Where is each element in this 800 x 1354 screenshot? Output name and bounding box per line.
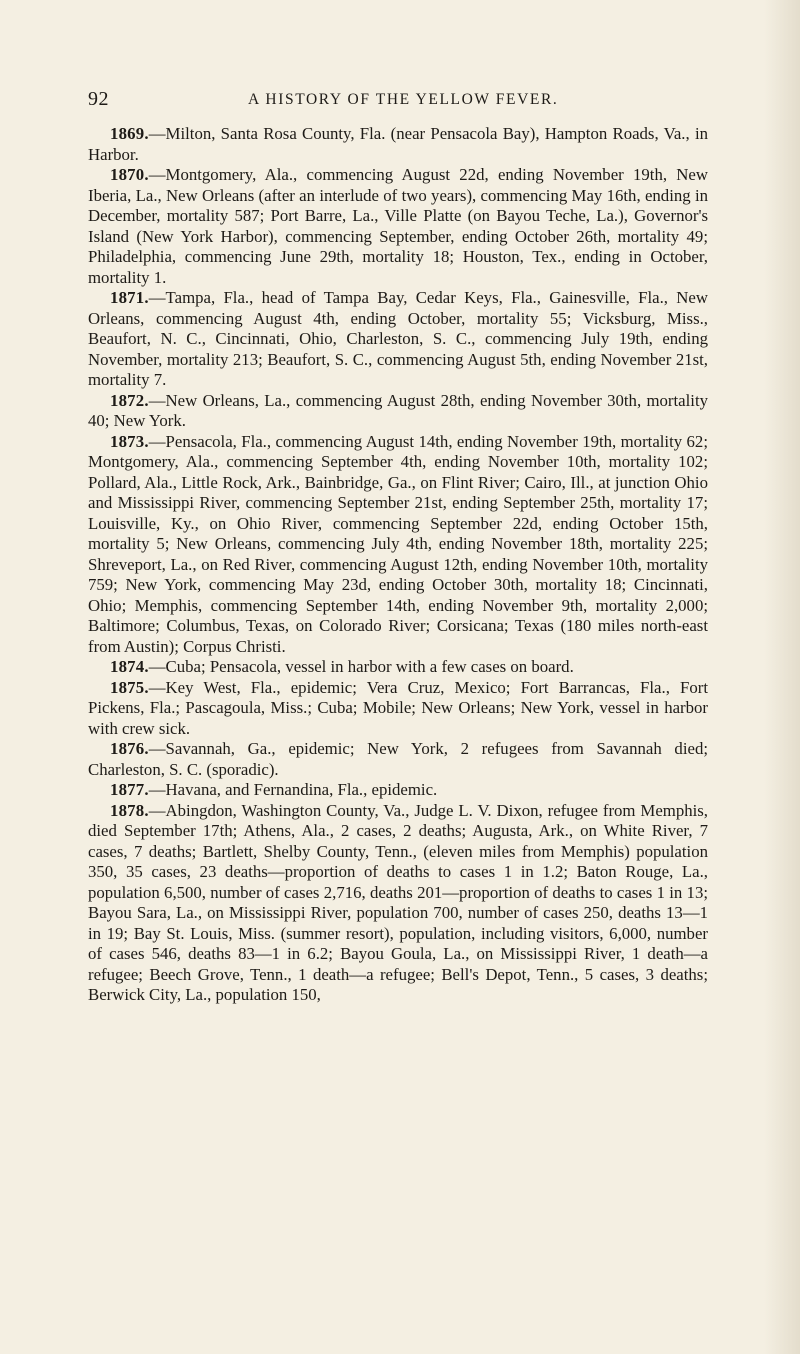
entry-1869 [88,124,708,165]
entry-1878 [88,801,708,1006]
entry-year: 1873. [110,431,149,451]
page-header [88,88,708,116]
page-edge-shadow [764,0,800,1354]
entry-text: —Tampa, Fla., head of Tampa Bay, Cedar Keys, Fla., Gainesville, Fla., New Orleans, commencing August 4th, ending October, mortality 55; Vicksburg, Miss., Beaufort, N. C., Cincinnati, Ohio, Charleston, S. C., commencing July 19th, ending November, mortality 213; Beaufort, S. C., commencing August 5th, ending November 21st, mortality 7. [88,288,708,389]
entry-1871 [88,288,708,391]
entry-year: 1869. [110,124,149,143]
entry-1876 [88,739,708,780]
entry-year: 1875. [110,677,149,697]
entry-text: —Montgomery, Ala., commencing August 22d, ending November 19th, New Iberia, La., New Orleans (after an interlude of two years), commencing May 16th, ending in December, mortality 587; Port Barre, La., Ville Platte (on Bayou Teche, La.), Governor's Island (New York Harbor), commencing September, ending October 26th, mortality 49; Philadelphia, commencing June 29th, mortality 18; Houston, Tex., ending in October, mortality 1. [88,165,708,287]
entry-1877 [88,780,708,801]
entry-1870 [88,165,708,288]
entry-year: 1871. [110,288,149,307]
entry-text: —Savannah, Ga., epidemic; New York, 2 refugees from Savannah died; Charleston, S. C. (sporadic). [88,739,708,779]
entry-year: 1878. [110,800,149,820]
chronology-text [88,124,708,1006]
entry-text: —Cuba; Pensacola, vessel in harbor with a few cases on board. [148,657,574,676]
entry-text: —New Orleans, La., commencing August 28th, ending November 30th, mortality 40; New York. [88,390,708,430]
entry-year: 1872. [110,390,149,410]
entry-year: 1874. [110,657,149,676]
entry-text: —Pensacola, Fla., commencing August 14th, ending November 19th, mortality 62; Montgomery, Ala., commencing September 4th, ending November 10th, mortality 102; Pollard, Ala., Little Rock, Ark., Bainbridge, Ga., on Flint River; Cairo, Ill., at junction Ohio and Mississippi River, commencing September 21st, ending September 25th, mortality 17; Louisville, Ky., on Ohio River, commencing September 22d, ending October 15th, mortality 5; New Orleans, commencing July 4th, ending November 18th, mortality 225; Shreveport, La., on Red River, commencing August 12th, ending November 10th, mortality 759; New York, commencing May 23d, ending October 30th, mortality 18; Cincinnati, Ohio; Memphis, commencing September 14th, ending November 9th, mortality 2,000; Baltimore; Columbus, Texas, on Colorado River; Corsicana; Texas (180 miles north-east from Austin); Corpus Christi. [88,431,708,656]
page-number: 92 [88,88,109,110]
entry-text: —Milton, Santa Rosa County, Fla. (near Pensacola Bay), Hampton Roads, Va., in Harbor. [88,124,708,164]
entry-1872 [88,391,708,432]
entry-year: 1877. [110,780,149,799]
entry-year: 1876. [110,739,149,758]
entry-1873 [88,432,708,658]
running-head: A HISTORY OF THE YELLOW FEVER. [248,91,559,108]
entry-text: —Key West, Fla., epidemic; Vera Cruz, Mexico; Fort Barrancas, Fla., Fort Pickens, Fla.; Pascagoula, Miss.; Cuba; Mobile; New Orleans; New York, vessel in harbor with crew sick. [88,677,708,738]
entry-1874 [88,657,708,678]
entry-year: 1870. [110,165,149,184]
entry-text: —Havana, and Fernandina, Fla., epidemic. [148,780,438,799]
entry-text: —Abingdon, Washington County, Va., Judge L. V. Dixon, refugee from Memphis, died September 17th; Athens, Ala., 2 cases, 2 deaths; Augusta, Ark., on White River, 7 cases, 7 deaths; Bartlett, Shelby County, Tenn., (eleven miles from Memphis) population 350, 35 cases, 23 deaths—proportion of deaths to cases 1 in 1.2; Baton Rouge, La., population 6,500, number of cases 2,716, deaths 201—proportion of deaths to cases 1 in 13; Bayou Sara, La., on Mississippi River, population 700, number of cases 250, deaths 13—1 in 19; Bay St. Louis, Miss. (summer resort), population, including visitors, 6,000, number of cases 546, deaths 83—1 in 6.2; Bayou Goula, La., on Mississippi River, 1 death—a refugee; Beech Grove, Tenn., 1 death—a refugee; Bell's Depot, Tenn., 5 cases, 3 deaths; Berwick City, La., population 150, [88,800,708,1004]
entry-1875 [88,678,708,740]
